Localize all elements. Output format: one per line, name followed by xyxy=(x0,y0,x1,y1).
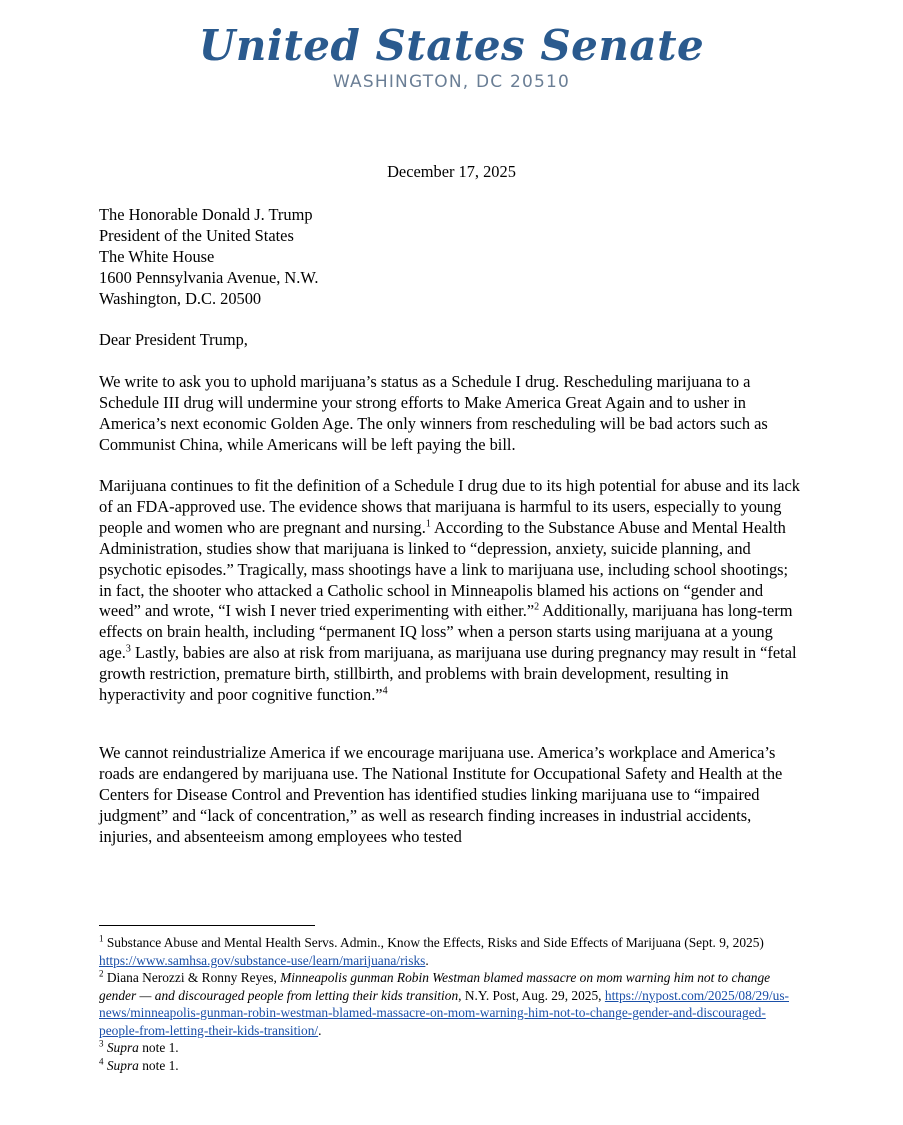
footnote-text: . xyxy=(425,952,429,968)
footnote-text: note 1. xyxy=(138,1057,179,1073)
footnote-ref-2[interactable]: 2 xyxy=(534,601,540,613)
footnote-number: 2 xyxy=(99,968,104,979)
footnote-4 xyxy=(99,1057,804,1075)
footnote-text: Diana Nerozzi & Ronny Reyes, xyxy=(103,970,281,985)
salutation: Dear President Trump, xyxy=(99,330,248,349)
footnotes xyxy=(99,934,804,1074)
recipient-line: 1600 Pennsylvania Avenue, N.W. xyxy=(99,267,319,287)
senate-address: WASHINGTON, DC 20510 xyxy=(332,72,571,92)
paragraph-text: According to the Substance Abuse and Mental Health Administration, studies show that marijuana is linked to “depression, anxiety, suicide planning, and psychotic episodes.” Tragically, mass shootings have a link to marijuana use, including school shootings; in fact, the shooter who attacked a Catholic school in Minneapolis blamed his actions on “gender and weed” and wrote, “I wish I never tried experimenting with either.” xyxy=(99,517,789,621)
letterhead xyxy=(0,22,903,92)
footnote-number: 3 xyxy=(99,1038,104,1049)
paragraph-text: Marijuana continues to fit the definition of a Schedule I drug due to its high potential for abuse and its lack of an FDA-approved use. The evidence shows that marijuana is harmful to its users, especially to young people and women who are pregnant and nursing. xyxy=(99,476,800,537)
recipient-line: The Honorable Donald J. Trump xyxy=(99,205,313,224)
footnote-text: note 1. xyxy=(138,1040,179,1055)
footnote-text: , N.Y. Post, Aug. 29, 2025, xyxy=(458,987,605,1003)
footnote-supra: Supra xyxy=(106,1040,139,1055)
senate-title: United States Senate xyxy=(198,21,705,70)
footnote-2 xyxy=(99,969,804,1039)
recipient-line: Washington, D.C. 20500 xyxy=(99,288,262,308)
letter-date: December 17, 2025 xyxy=(387,162,516,181)
paragraph-text: Additionally, marijuana has long-term effects on brain health, including “permanent IQ loss” when a person starts using marijuana at a young age. xyxy=(99,601,793,663)
footnote-3 xyxy=(99,1039,804,1057)
recipient-address xyxy=(99,205,804,310)
footnote-ref-1[interactable]: 1 xyxy=(425,518,431,530)
paragraph-text: Lastly, babies are also at risk from marijuana, as marijuana use during pregnancy may result in “fetal growth restriction, premature birth, stillbirth, and problems with brain development, resulting in hyperactivity and poor cognitive function.” xyxy=(99,643,797,705)
footnote-1-link[interactable]: https://www.samhsa.gov/substance-use/learn/marijuana/risks xyxy=(99,952,426,968)
paragraph-3: We cannot reindustrialize America if we encourage marijuana use. America’s workplace and America’s roads are endangered by marijuana use. The National Institute for Occupational Safety and Health at the Centers for Disease Control and Prevention has identified studies linking marijuana use to “impaired judgment” and “lack of concentration,” as well as research finding increases in industrial accidents, injuries, and absenteeism among employees who tested xyxy=(99,743,783,846)
footnote-article-title: Minneapolis gunman Robin Westman blamed massacre on mom warning him not to change gender — and discouraged people from letting their kids transition xyxy=(99,970,771,1003)
footnote-number: 4 xyxy=(99,1056,104,1067)
footnote-text: Substance Abuse and Mental Health Servs. Admin., Know the Effects, Risks and Side Effects of Marijuana (Sept. 9, 2025) xyxy=(103,935,764,950)
footnote-ref-3[interactable]: 3 xyxy=(125,643,131,655)
footnote-2-link[interactable]: https://nypost.com/2025/08/29/us-news/minneapolis-gunman-robin-westman-blamed-massacre-on-mom-warning-him-not-to-change-gender-and-discouraged-people-from-letting-their-kids-transition/ xyxy=(99,987,790,1038)
footnote-number: 1 xyxy=(99,933,104,944)
footnote-ref-4[interactable]: 4 xyxy=(382,685,388,697)
footnote-divider xyxy=(99,925,315,926)
footnote-1 xyxy=(99,934,804,969)
footnote-text: . xyxy=(318,1022,322,1038)
paragraph-2 xyxy=(99,476,804,706)
recipient-line: The White House xyxy=(99,246,215,266)
footnote-supra: Supra xyxy=(106,1057,139,1073)
paragraph-1: We write to ask you to uphold marijuana’s status as a Schedule I drug. Rescheduling marijuana to a Schedule III drug will undermine your strong efforts to Make America Great Again and to usher in America’s next economic Golden Age. The only winners from rescheduling will be bad actors such as Communist China, while Americans will be left paying the bill. xyxy=(99,372,768,454)
recipient-line: President of the United States xyxy=(99,225,294,245)
